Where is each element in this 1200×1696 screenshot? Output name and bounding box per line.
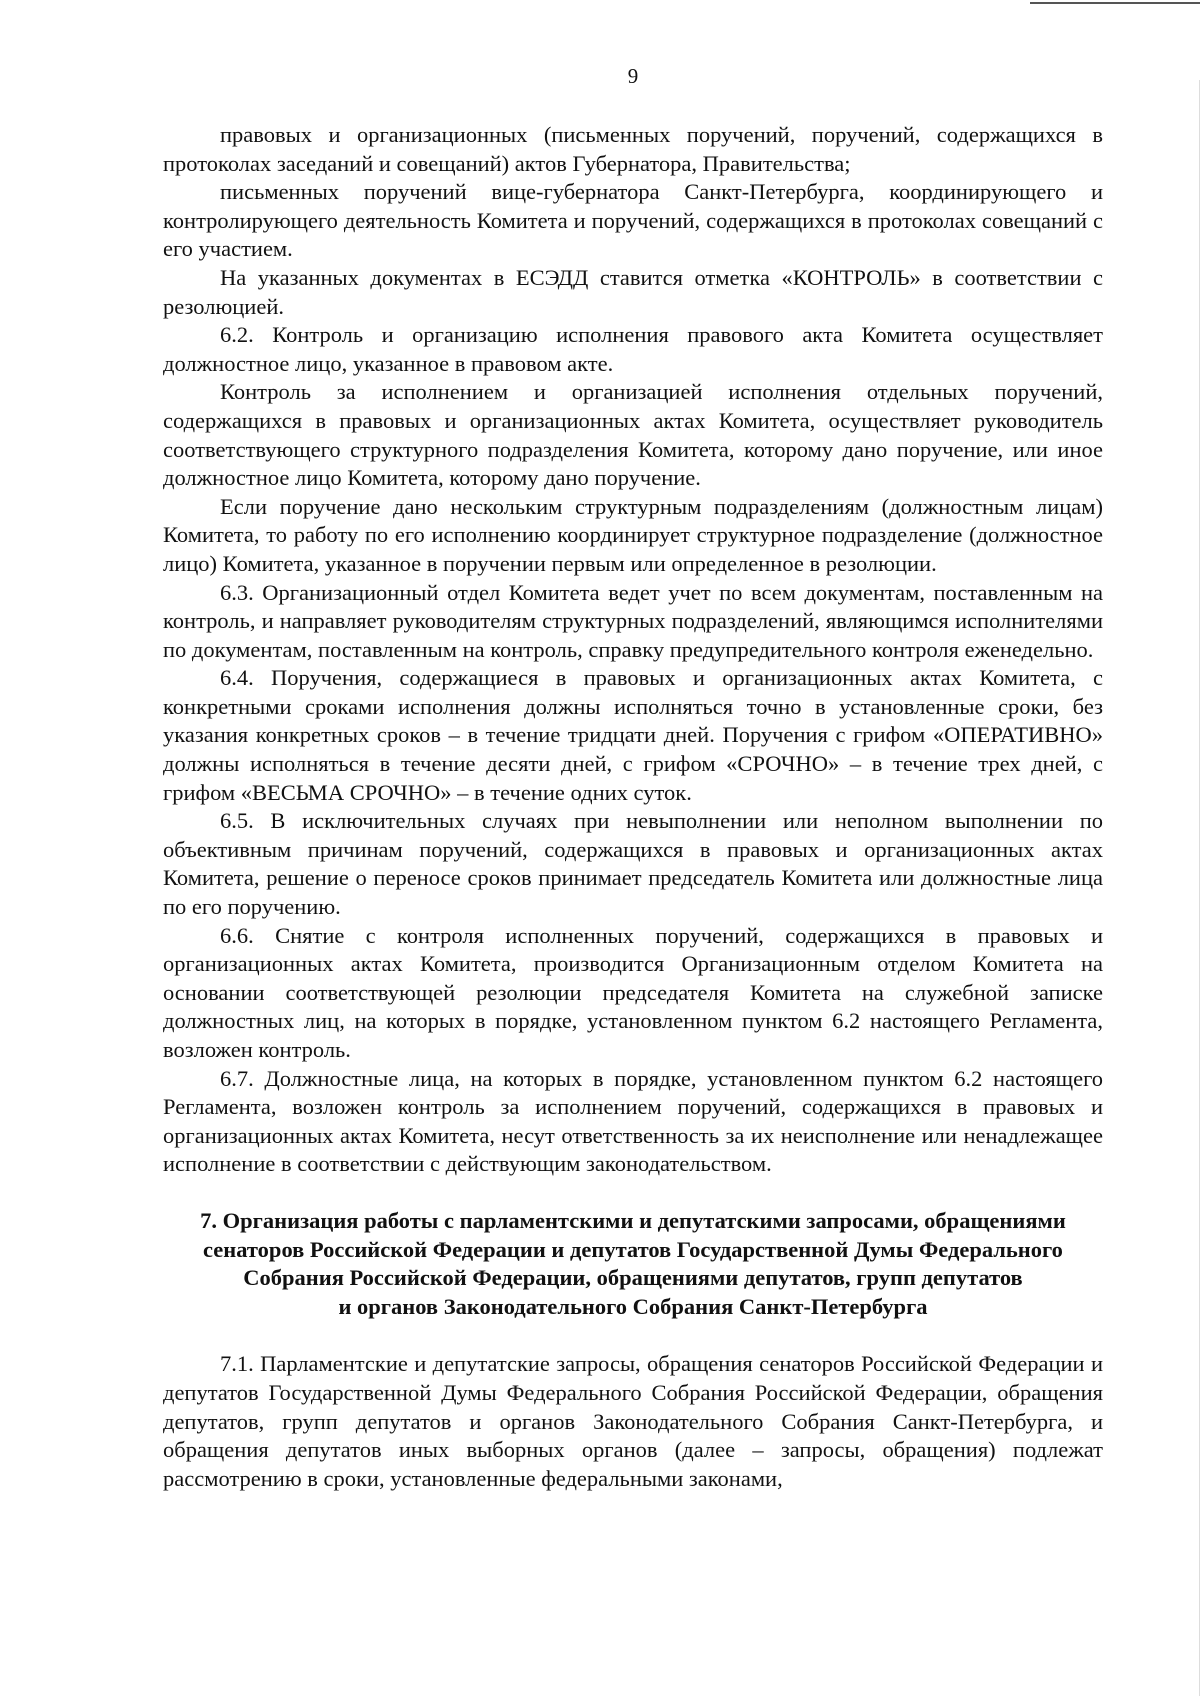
paragraph-vice-governor-orders: письменных поручений вице-губернатора Санкт-Петербурга, координирующего и контролирующего деятельность Комитета и поручений, содержащихся в протоколах совещаний с его участием.: [163, 179, 1103, 262]
paragraph-7-1: 7.1. Парламентские и депутатские запросы, обращения сенаторов Российской Федерации и депутатов Государственной Думы Федерального Собрания Российской Федерации, обращения депутатов, групп депутатов и органов Законодательного Собрания Санкт-Петербурга, и обращения депутатов иных выборных органов (далее – запросы, обращения) подлежат рассмотрению в сроки, установленные федеральными законами,: [163, 1351, 1103, 1491]
paragraph-6-6: 6.6. Снятие с контроля исполненных поручений, содержащихся в правовых и организационных актах Комитета, производится Организационным отделом Комитета на основании соответствующей резолюции председателя Комитета на служебной записке должностных лиц, на которых в порядке, установленном пунктом 6.2 настоящего Регламента, возложен контроль.: [163, 922, 1103, 1062]
section-7-heading-line-2: сенаторов Российской Федерации и депутатов Государственной Думы Федерального: [203, 1236, 1063, 1262]
paragraph-6-2: 6.2. Контроль и организацию исполнения правового акта Комитета осуществляет должностное лицо, указанное в правовом акте.: [163, 322, 1103, 376]
paragraph-6-5: 6.5. В исключительных случаях при невыполнении или неполном выполнении по объективным причинам поручений, содержащихся в правовых и организационных актах Комитета, решение о переносе сроков принимает председатель Комитета или должностные лица по его поручению.: [163, 808, 1103, 920]
paragraph-6-3: 6.3. Организационный отдел Комитета ведет учет по всем документам, поставленным на контроль, и направляет руководителям структурных подразделений, являющимся исполнителями по документам, поставленным на контроль, справку предупредительного контроля еженедельно.: [163, 579, 1103, 662]
section-7-heading-line-1: 7. Организация работы с парламентскими и депутатскими запросами, обращениями: [200, 1207, 1066, 1233]
paragraph-6-2-control-execution: Контроль за исполнением и организацией исполнения отдельных поручений, содержащихся в правовых и организационных актах Комитета, осуществляет руководитель соответствующего структурного подразделения Комитета, которому дано поручение, или иное должностное лицо Комитета, которому дано поручение.: [163, 379, 1103, 491]
section-7-heading-line-4: и органов Законодательного Собрания Санкт-Петербурга: [338, 1293, 928, 1319]
paragraph-acts-governor: правовых и организационных (письменных поручений, поручений, содержащихся в протоколах заседаний и совещаний) актов Губернатора, Правительства;: [163, 122, 1103, 176]
scan-top-edge: [1030, 2, 1200, 4]
section-7-heading-line-3: Собрания Российской Федерации, обращениями депутатов, групп депутатов: [243, 1265, 1023, 1291]
section-7-heading: [163, 1207, 1103, 1321]
paragraph-6-2-multiple-units: Если поручение дано нескольким структурным подразделениям (должностным лицам) Комитета, то работу по его исполнению координирует структурное подразделение (должностное лицо) Комитета, указанное в поручении первым или определенное в резолюции.: [163, 493, 1103, 576]
paragraph-control-mark: На указанных документах в ЕСЭДД ставится отметка «КОНТРОЛЬ» в соответствии с резолюцией.: [163, 264, 1103, 319]
paragraph-6-7: 6.7. Должностные лица, на которых в порядке, установленном пунктом 6.2 настоящего Регламента, возложен контроль за исполнением поручений, содержащихся в правовых и организационных актах Комитета, несут ответственность за их неисполнение или ненадлежащее исполнение в соответствии с действующим законодательством.: [163, 1065, 1103, 1177]
paragraph-6-4: 6.4. Поручения, содержащиеся в правовых и организационных актах Комитета, с конкретными сроками исполнения должны исполняться точно в установленные сроки, без указания конкретных сроков – в течение тридцати дней. Поручения с грифом «ОПЕРАТИВНО» должны исполняться в течение десяти дней, с грифом «СРОЧНО» – в течение трех дней, с грифом «ВЕСЬМА СРОЧНО» – в течение одних суток.: [163, 665, 1103, 805]
document-body: [163, 121, 1103, 1493]
page-number: 9: [627, 64, 639, 88]
